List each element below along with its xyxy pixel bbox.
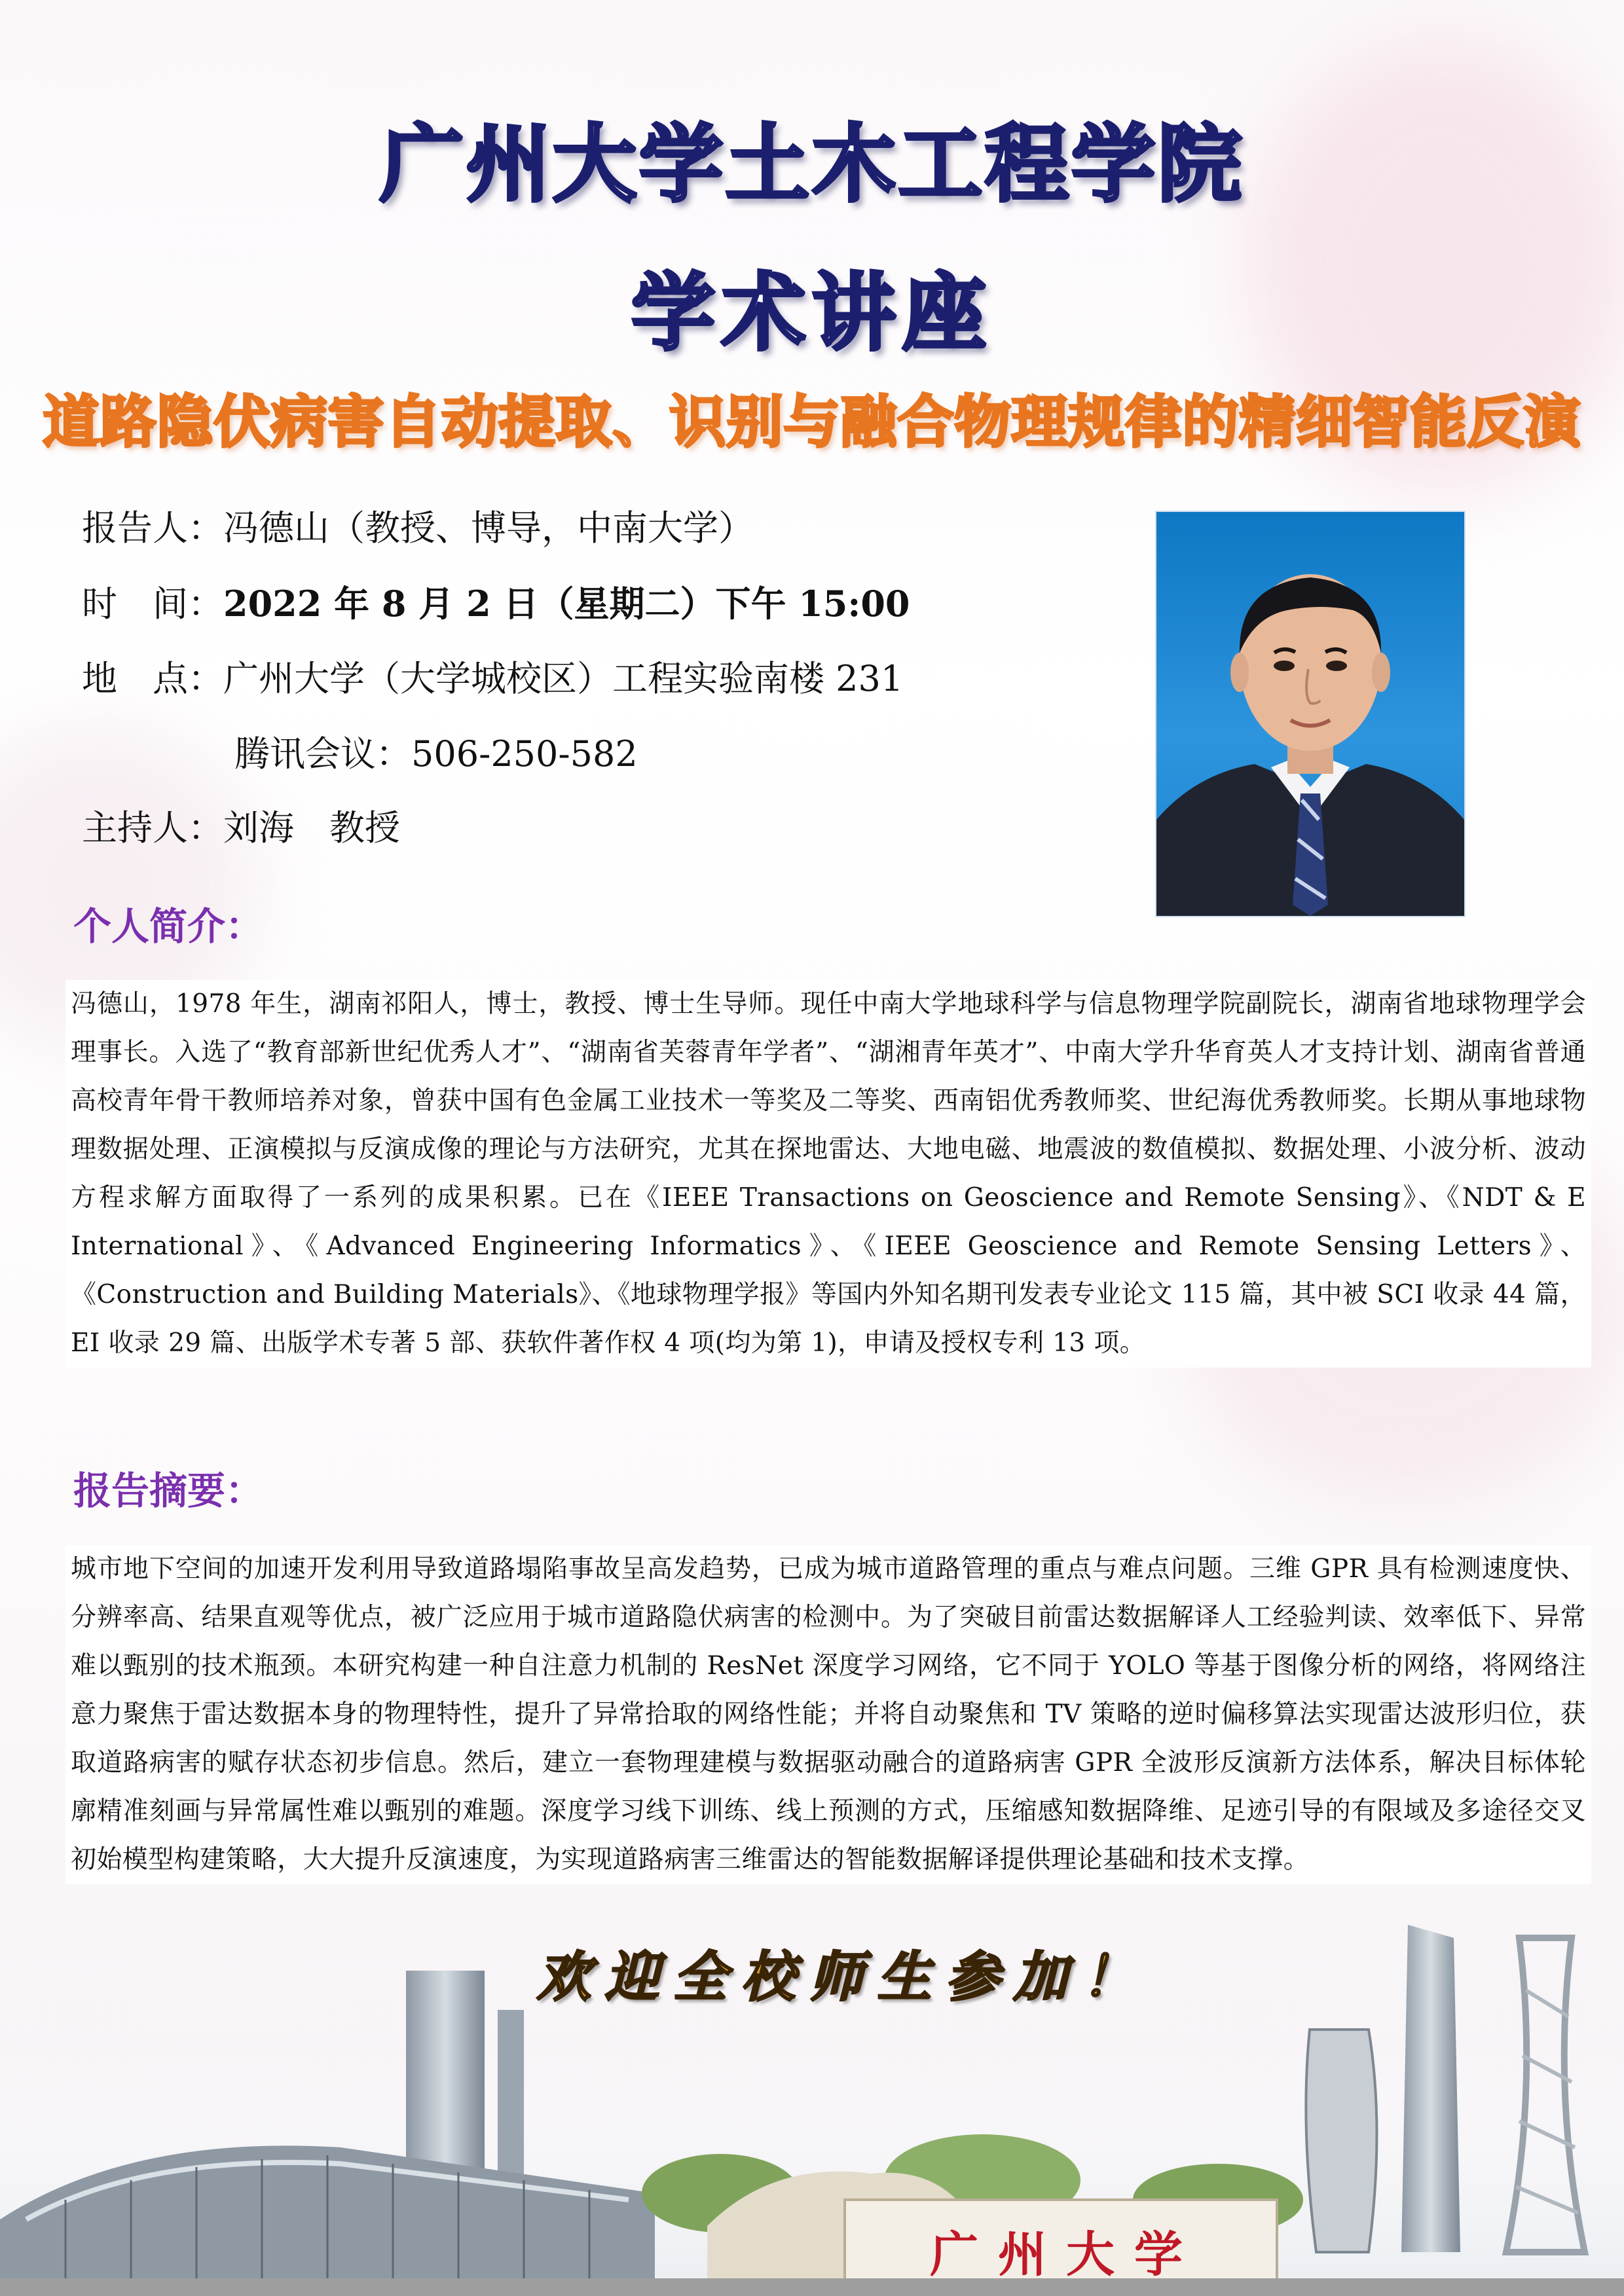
host-label: 主持人： [82,807,223,848]
speaker-row [82,507,754,549]
portrait-illustration [1156,512,1464,916]
host-value: 刘海 教授 [223,807,400,848]
time-label: 时 间： [82,583,223,625]
campus-gate-sign: 广州大学 [930,2227,1202,2283]
welcome-slogan: 欢迎全校师生参加！ [537,1946,1150,2009]
place-label: 地 点： [82,658,223,699]
meeting-row [234,733,638,774]
speaker-value: 冯德山（教授、博导，中南大学） [223,507,754,549]
poster-title: 广州大学土木工程学院 [379,116,1244,213]
time-row [82,583,910,625]
bio-text: 冯德山，1978 年生，湖南祁阳人，博士，教授、博士生导师。现任中南大学地球科学与信息物理学院副院长，湖南省地球物理学会理事长。入选了“教育部新世纪优秀人才”、“湖南省芙蓉青年学者”、“湖湘青年英才”、中南大学升华育英人才支持计划、湖南省普通高校青年骨干教师培养对象，曾获中国有色金属工业技术一等奖及二等奖、西南铝优秀教师奖、世纪海优秀教师奖。长期从事地球物理数据处理、正演模拟与反演成像的理论与方法研究，尤其在探地雷达、大地电磁、地震波的数值模拟、数据处理、小波分析、波动方程求解方面取得了一系列的成果积累。已在《IEEE Transactions on Geoscience and Remote Sensing》、《NDT & E International》、《Advanced Engineering Informatics》、《IEEE Geoscience and Remote Sensing Letters》、《Construction and Building Materials》、《地球物理学报》等国内外知名期刊发表专业论文 115 篇，其中被 SCI 收录 44 篇，EI 收录 29 篇、出版学术专著 5 部、获软件著作权 4 项(均为第 1)，申请及授权专利 13 项。 [71,989,1586,1358]
time-value: 2022 年 8 月 2 日（星期二）下午 15:00 [223,583,910,625]
abstract-text: 城市地下空间的加速开发利用导致道路塌陷事故呈高发趋势，已成为城市道路管理的重点与难点问题。三维 GPR 具有检测速度快、分辨率高、结果直观等优点，被广泛应用于城市道路隐伏病害的检测中。为了突破目前雷达数据解译人工经验判读、效率低下、异常难以甄别的技术瓶颈。本研究构建一种自注意力机制的 ResNet 深度学习网络，它不同于 YOLO 等基于图像分析的网络，将网络注意力聚焦于雷达数据本身的物理特性，提升了异常拾取的网络性能；并将自动聚焦和 TV 策略的逆时偏移算法实现雷达波形归位，获取道路病害的赋存状态初步信息。然后，建立一套物理建模与数据驱动融合的道路病害 GPR 全波形反演新方法体系，解决目标体轮廓精准刻画与异常属性难以甄别的难题。深度学习线下训练、线上预测的方式，压缩感知数据降维、足迹引导的有限域及多途径交叉初始模型构建策略，大大提升反演速度，为实现道路病害三维雷达的智能数据解译提供理论基础和技术支撑。 [71,1554,1586,1874]
lecture-topic: 道路隐伏病害自动提取、识别与融合物理规律的精细智能反演 [43,390,1581,455]
place-value: 广州大学（大学城校区）工程实验南楼 231 [223,658,904,699]
speaker-label: 报告人： [82,507,223,549]
speaker-portrait [1155,511,1466,917]
meeting-value: 腾讯会议：506-250-582 [234,733,638,774]
place-row [82,658,904,699]
poster-title-sub: 学术讲座 [631,264,993,362]
host-row [82,807,400,848]
abstract-heading: 报告摘要： [73,1468,264,1513]
bio-heading: 个人简介： [73,904,264,949]
bio-section [65,980,1591,1368]
abstract-section [65,1545,1591,1884]
